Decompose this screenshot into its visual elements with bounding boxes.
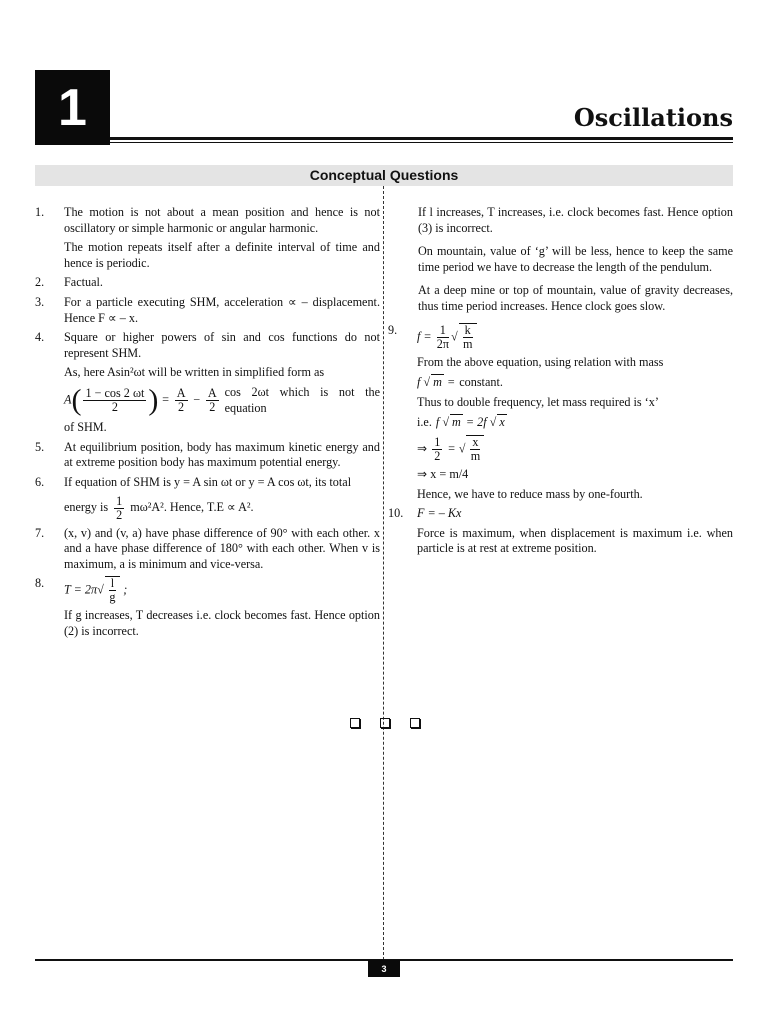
answer-text: mω²A². Hence, T.E ∝ A². <box>130 500 254 515</box>
equation-line <box>64 495 380 522</box>
fraction-half: $\frac{1}{2}$ <box>116 493 123 522</box>
answer-text: Hence, we have to reduce mass by one-fourth. <box>417 486 643 501</box>
answer-text: On mountain, value of ‘g’ will be less, hence to keep the same time period we have to decrease the length of the pendulum. <box>418 244 733 274</box>
answer-text: At a deep mine or top of mountain, value of gravity decreases, thus time period increases. Hence clock goes slow. <box>418 283 733 313</box>
square-bullet-icon <box>350 718 360 728</box>
chapter-number: 1 <box>58 78 87 137</box>
answer-number: 7. <box>35 525 45 540</box>
answer-text: If equation of SHM is y = A sin ωt or y = A cos ωt, its total <box>64 474 352 489</box>
answer-text: For a particle executing SHM, acceleration ∝ – displacement. Hence F ∝ – x. <box>64 294 380 325</box>
answer-text: of SHM. <box>64 420 107 435</box>
answer-3 <box>35 295 380 326</box>
answer-text: The motion is not about a mean position and hence is not oscillatory or simple harmonic or angular harmonic. <box>64 205 380 235</box>
equation-tail: cos 2ωt which is not the equation <box>224 384 380 415</box>
answer-text: (x, v) and (v, a) have phase difference of 90° with each other. x and a have phase difference of 180° with each other. When v is maximum, a is minimum and vice-versa. <box>64 525 380 571</box>
equation-force: F = – Kx <box>417 506 462 521</box>
section-title: Conceptual Questions <box>35 165 733 186</box>
equation-line <box>417 323 733 351</box>
answer-text: The motion repeats itself after a definite interval of time and hence is periodic. <box>64 240 380 270</box>
answer-text: i.e. <box>417 414 432 429</box>
answer-5 <box>35 440 380 471</box>
answer-text: At equilibrium position, body has maximum kinetic energy and at extreme position body has maximum potential energy. <box>64 439 380 470</box>
answer-number: 3. <box>35 294 45 309</box>
answer-text: Square or higher powers of sin and cos functions do not represent SHM. <box>64 330 380 360</box>
answer-number: 2. <box>35 275 45 290</box>
answer-6 <box>35 475 380 522</box>
equation-line <box>417 414 733 431</box>
answer-text: If l increases, T increases, i.e. clock becomes fast. Hence option (3) is incorrect. <box>418 205 733 235</box>
answer-7 <box>35 526 380 573</box>
answer-text: If g increases, T decreases i.e. clock becomes fast. Hence option (2) is incorrect. <box>64 608 380 638</box>
square-bullet-icon <box>410 718 420 728</box>
left-column <box>35 205 380 643</box>
answer-number: 8. <box>35 576 45 591</box>
equation-line <box>64 385 380 416</box>
equation-line <box>417 435 733 463</box>
equation-double-frequency: f √ m = 2f √ x <box>435 415 505 430</box>
page-number: 3 <box>368 960 400 977</box>
square-bullet-icon <box>380 718 390 728</box>
answer-text: Thus to double frequency, let mass required is ‘x’ <box>417 394 659 409</box>
answer-text: Factual. <box>64 275 103 290</box>
answer-1 <box>35 205 380 271</box>
answer-9 <box>388 323 733 503</box>
answer-text: From the above equation, using relation with mass <box>417 354 664 369</box>
chapter-title: Oscillations <box>573 103 733 132</box>
answer-text: Force is maximum, when displacement is maximum i.e. when particle is at rest at extreme position. <box>417 525 733 556</box>
answer-4 <box>35 330 380 436</box>
answer-10 <box>388 506 733 557</box>
equation-line <box>64 576 380 604</box>
equation-line <box>417 374 733 391</box>
answer-number: 9. <box>388 322 398 337</box>
answer-text: energy is <box>64 500 109 515</box>
answer-number: 4. <box>35 330 45 345</box>
equation-period: T = 2π√ $\frac{l}{g}$ ; <box>64 576 128 605</box>
equation-ratio: ⇒ $\frac{1}{2}$ = √ $\frac{x}{m}$ <box>417 435 484 463</box>
equation-fm: f √ m = <box>417 375 456 390</box>
answer-8 <box>35 576 380 639</box>
header-rule-thick <box>110 137 733 140</box>
column-divider <box>383 186 384 960</box>
answer-number: 1. <box>35 205 45 219</box>
equation-frequency: f = $\frac{1}{2\pi}$ √ $\frac{k}{m}$ <box>417 323 477 351</box>
header-rule-thin <box>110 142 733 143</box>
answer-text: As, here Asin²ωt will be written in simplified form as <box>64 365 325 380</box>
equation: A( $\frac{1 - \cos 2 \omega t}{2}$ ) = $\frac{A}{2}$ − $\frac{A}{2}$ <box>64 383 217 417</box>
end-of-section-marks <box>350 718 420 728</box>
answer-number: 10. <box>388 506 404 521</box>
answer-text: constant. <box>459 374 503 389</box>
answer-number: 5. <box>35 439 45 454</box>
right-column <box>388 205 733 561</box>
answer-text: ⇒ x = m/4 <box>417 466 469 481</box>
answer-2 <box>35 275 380 291</box>
chapter-number-box <box>35 70 110 145</box>
answer-number: 6. <box>35 474 45 489</box>
